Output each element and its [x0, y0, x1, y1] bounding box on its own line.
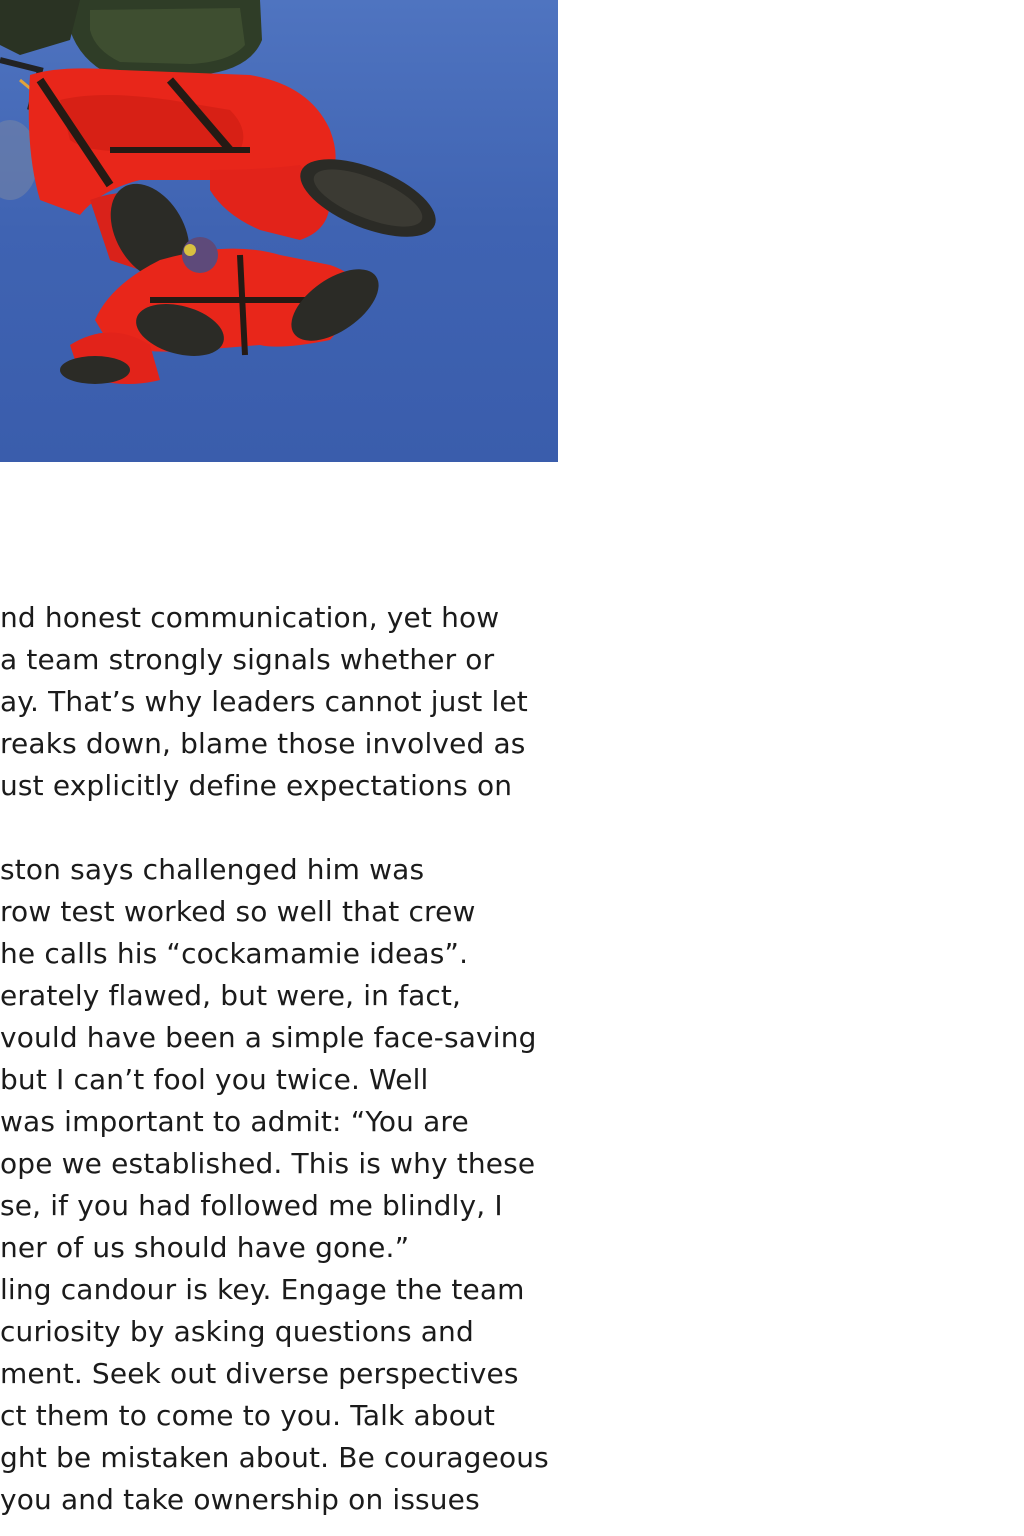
- text-line: ner of us should have gone.”: [0, 1231, 410, 1264]
- text-line: ston says challenged him was: [0, 853, 425, 886]
- article-body: [0, 597, 560, 1536]
- text-line: was important to admit: “You are: [0, 1105, 469, 1138]
- text-line: he calls his “cockamamie ideas”.: [0, 937, 469, 970]
- text-line: row test worked so well that crew: [0, 895, 476, 928]
- text-line: ay. That’s why leaders cannot just let: [0, 685, 528, 718]
- text-line: ght be mistaken about. Be courageous: [0, 1441, 549, 1474]
- text-line: ct them to come to you. Talk about: [0, 1399, 496, 1432]
- text-line: reaks down, blame those involved as: [0, 727, 526, 760]
- text-line: erately flawed, but were, in fact,: [0, 979, 462, 1012]
- text-line: ling candour is key. Engage the team: [0, 1273, 525, 1306]
- text-line: curiosity by asking questions and: [0, 1315, 474, 1348]
- text-line: ment. Seek out diverse perspectives: [0, 1357, 519, 1390]
- text-line: vould have been a simple face-saving: [0, 1021, 537, 1054]
- text-line: you and take ownership on issues: [0, 1483, 480, 1516]
- text-line: ope we established. This is why these: [0, 1147, 536, 1180]
- text-line: but I can’t fool you twice. Well: [0, 1063, 429, 1096]
- text-line: ust explicitly define expectations on: [0, 769, 513, 802]
- text-line: se, if you had followed me blindly, I: [0, 1189, 503, 1222]
- text-line: a team strongly signals whether or: [0, 643, 495, 676]
- skydivers-photo: [0, 0, 558, 462]
- skydivers-illustration: [0, 0, 558, 462]
- text-line: nd honest communication, yet how: [0, 601, 500, 634]
